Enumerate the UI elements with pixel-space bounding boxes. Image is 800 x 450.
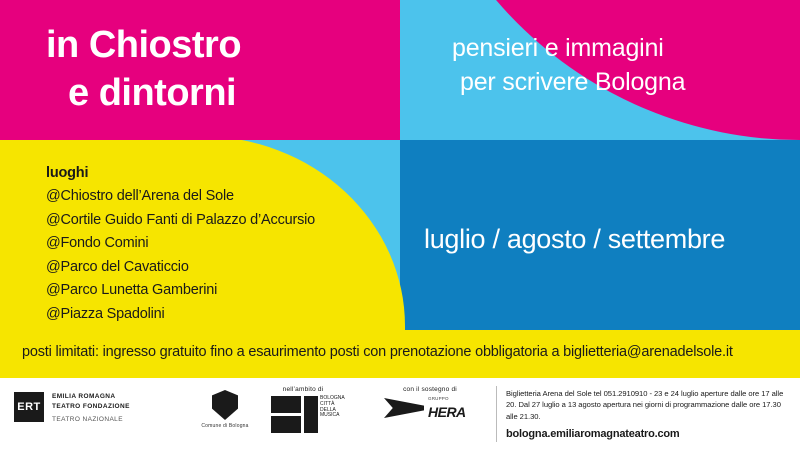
list-item: @Chiostro dell’Arena del Sole xyxy=(46,188,234,205)
list-item: @Fondo Comini xyxy=(46,235,149,252)
hera-group-label: GRUPPO xyxy=(428,396,449,401)
content-band xyxy=(0,140,800,330)
box-office-info: Biglietteria Arena del Sole tel 051.2910910 - 23 e 24 luglio aperture dalle ore 17 alle 20. Dal 27 luglio a 13 agosto apertura nei giorni di programmazione dalle ore 17.30 alle 21.30. xyxy=(506,389,784,421)
ert-line-2: TEATRO FONDAZIONE xyxy=(52,403,130,411)
hera-wordmark: HERA xyxy=(428,404,466,420)
list-item: @Parco Lunetta Gamberini xyxy=(46,282,218,299)
hera-logo xyxy=(384,396,476,426)
subtitle-line-1: pensieri e immagini xyxy=(452,34,664,62)
logo-block-icon xyxy=(304,396,318,433)
ert-mark-icon: ERT xyxy=(14,392,44,422)
footer-divider xyxy=(496,386,497,442)
dates-label: luglio / agosto / settembre xyxy=(424,224,726,254)
title-line-2: e dintorni xyxy=(68,71,237,114)
ert-line-1: EMILIA ROMAGNA xyxy=(52,393,116,400)
website-link[interactable]: bologna.emiliaromagnateatro.com xyxy=(506,428,680,440)
venues-heading: luoghi xyxy=(46,165,89,181)
logo-block-icon xyxy=(271,416,301,433)
logo-block-icon xyxy=(271,396,301,413)
bologna-mark-text: BOLOGNA CITTÀ DELLA MUSICA xyxy=(320,395,345,419)
footer-band xyxy=(0,378,800,450)
list-item: @Parco del Cavaticcio xyxy=(46,258,189,275)
ert-line-3: TEATRO NAZIONALE xyxy=(52,416,123,424)
crest-icon xyxy=(212,390,238,420)
bologna-citta-della-musica-logo xyxy=(271,395,345,434)
header-band xyxy=(0,0,800,140)
sostegno-block xyxy=(370,386,490,426)
sostegno-label: con il sostegno di xyxy=(403,386,457,393)
ambito-label: nell’ambito di xyxy=(282,386,324,393)
venues-list xyxy=(46,162,315,326)
page-title xyxy=(46,22,386,117)
hera-swoosh-icon xyxy=(384,398,424,418)
subtitle-line-2: per scrivere Bologna xyxy=(460,67,686,96)
title-line-1: in Chiostro xyxy=(46,24,242,66)
comune-caption: Comune di Bologna xyxy=(201,423,249,429)
ambito-block xyxy=(248,386,358,434)
list-item: @Cortile Guido Fanti di Palazzo d’Accursio xyxy=(46,211,316,228)
ert-logo-text xyxy=(52,392,130,425)
ert-logo xyxy=(14,390,164,434)
notice-text: posti limitati: ingresso gratuito fino a esaurimento posti con prenotazione obbligatoria a biglietteria@arenadelsole.it xyxy=(22,344,733,360)
list-item: @Piazza Spadolini xyxy=(46,305,165,322)
notice-band xyxy=(0,330,800,378)
page-subtitle xyxy=(452,32,782,100)
